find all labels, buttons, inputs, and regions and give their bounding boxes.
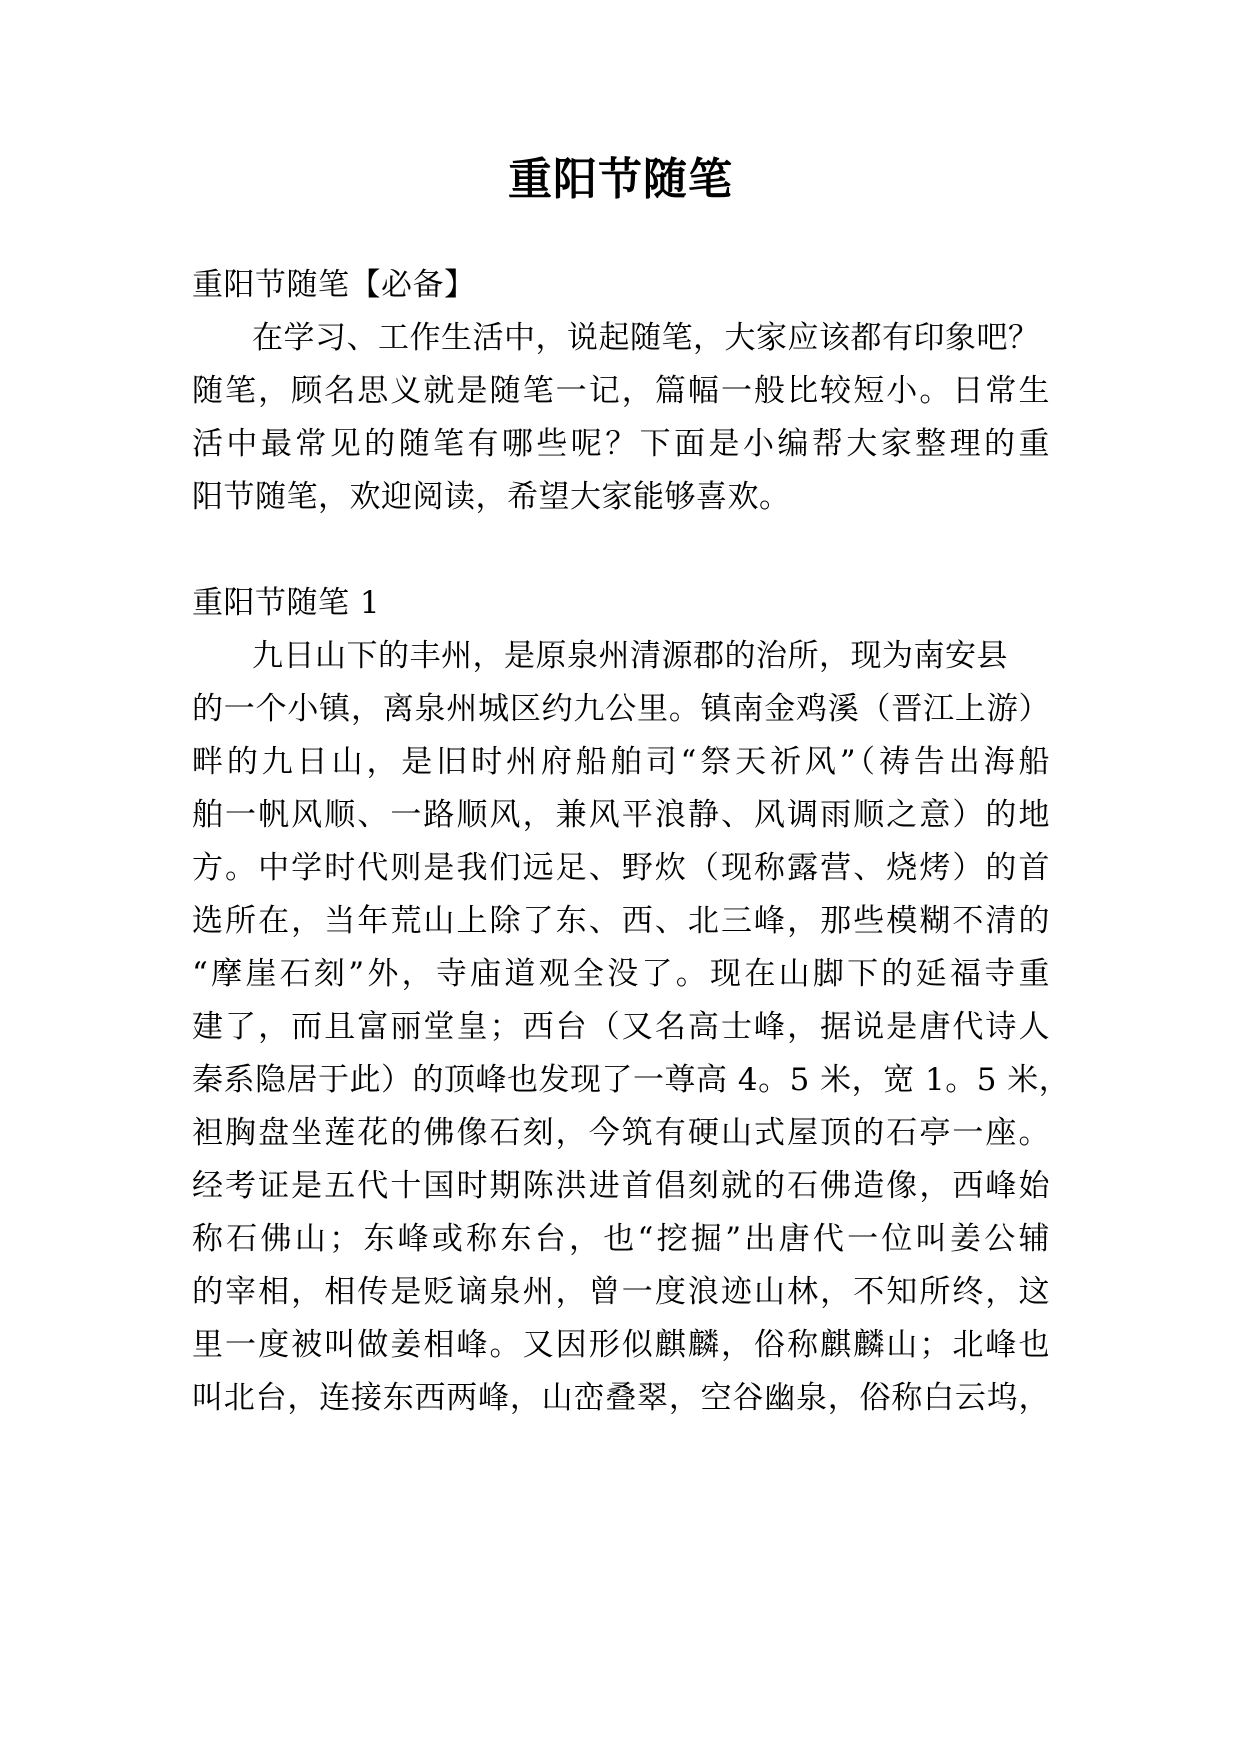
article-heading: 重阳节随笔【必备】 <box>192 267 476 303</box>
body-line: 的一个小镇，离泉州城区约九公里。镇南金鸡溪（晋江上游） <box>192 691 1050 727</box>
section-heading: 重阳节随笔 1 <box>192 585 381 621</box>
body-line: “摩崖石刻”外，寺庙道观全没了。现在山脚下的延福寺重 <box>192 956 1050 992</box>
body-line: 经考证是五代十国时期陈洪进首倡刻就的石佛造像，西峰始 <box>192 1168 1050 1204</box>
intro-line: 阳节随笔，欢迎阅读，希望大家能够喜欢。 <box>192 479 791 515</box>
intro-line: 在学习、工作生活中，说起随笔，大家应该都有印象吧？ <box>252 320 1040 356</box>
intro-line: 随笔，顾名思义就是随笔一记，篇幅一般比较短小。日常生 <box>192 373 1050 409</box>
body-line: 叫北台，连接东西两峰，山峦叠翠，空谷幽泉，俗称白云坞， <box>192 1380 1050 1416</box>
body-line: 九日山下的丰州，是原泉州清源郡的治所，现为南安县 <box>252 638 1008 674</box>
document-title: 重阳节随笔 <box>508 154 733 205</box>
body-line: 舶一帆风顺、一路顺风，兼风平浪静、风调雨顺之意）的地 <box>192 797 1050 833</box>
intro-line: 活中最常见的随笔有哪些呢？下面是小编帮大家整理的重 <box>192 426 1050 462</box>
body-line: 畔的九日山，是旧时州府船舶司“祭天祈风”（祷告出海船 <box>192 744 1050 780</box>
body-line: 秦系隐居于此）的顶峰也发现了一尊高 4。5 米，宽 1。5 米， <box>192 1062 1071 1098</box>
body-line: 选所在，当年荒山上除了东、西、北三峰，那些模糊不清的 <box>192 903 1050 939</box>
body-line: 建了，而且富丽堂皇；西台（又名高士峰，据说是唐代诗人 <box>192 1009 1050 1045</box>
body-line: 方。中学时代则是我们远足、野炊（现称露营、烧烤）的首 <box>192 850 1050 886</box>
body-line: 袒胸盘坐莲花的佛像石刻，今筑有硬山式屋顶的石亭一座。 <box>192 1115 1050 1151</box>
body-line: 的宰相，相传是贬谪泉州，曾一度浪迹山林，不知所终，这 <box>192 1274 1050 1310</box>
body-line: 称石佛山；东峰或称东台，也“挖掘”出唐代一位叫姜公辅 <box>192 1221 1050 1257</box>
body-line: 里一度被叫做姜相峰。又因形似麒麟，俗称麒麟山；北峰也 <box>192 1327 1050 1363</box>
